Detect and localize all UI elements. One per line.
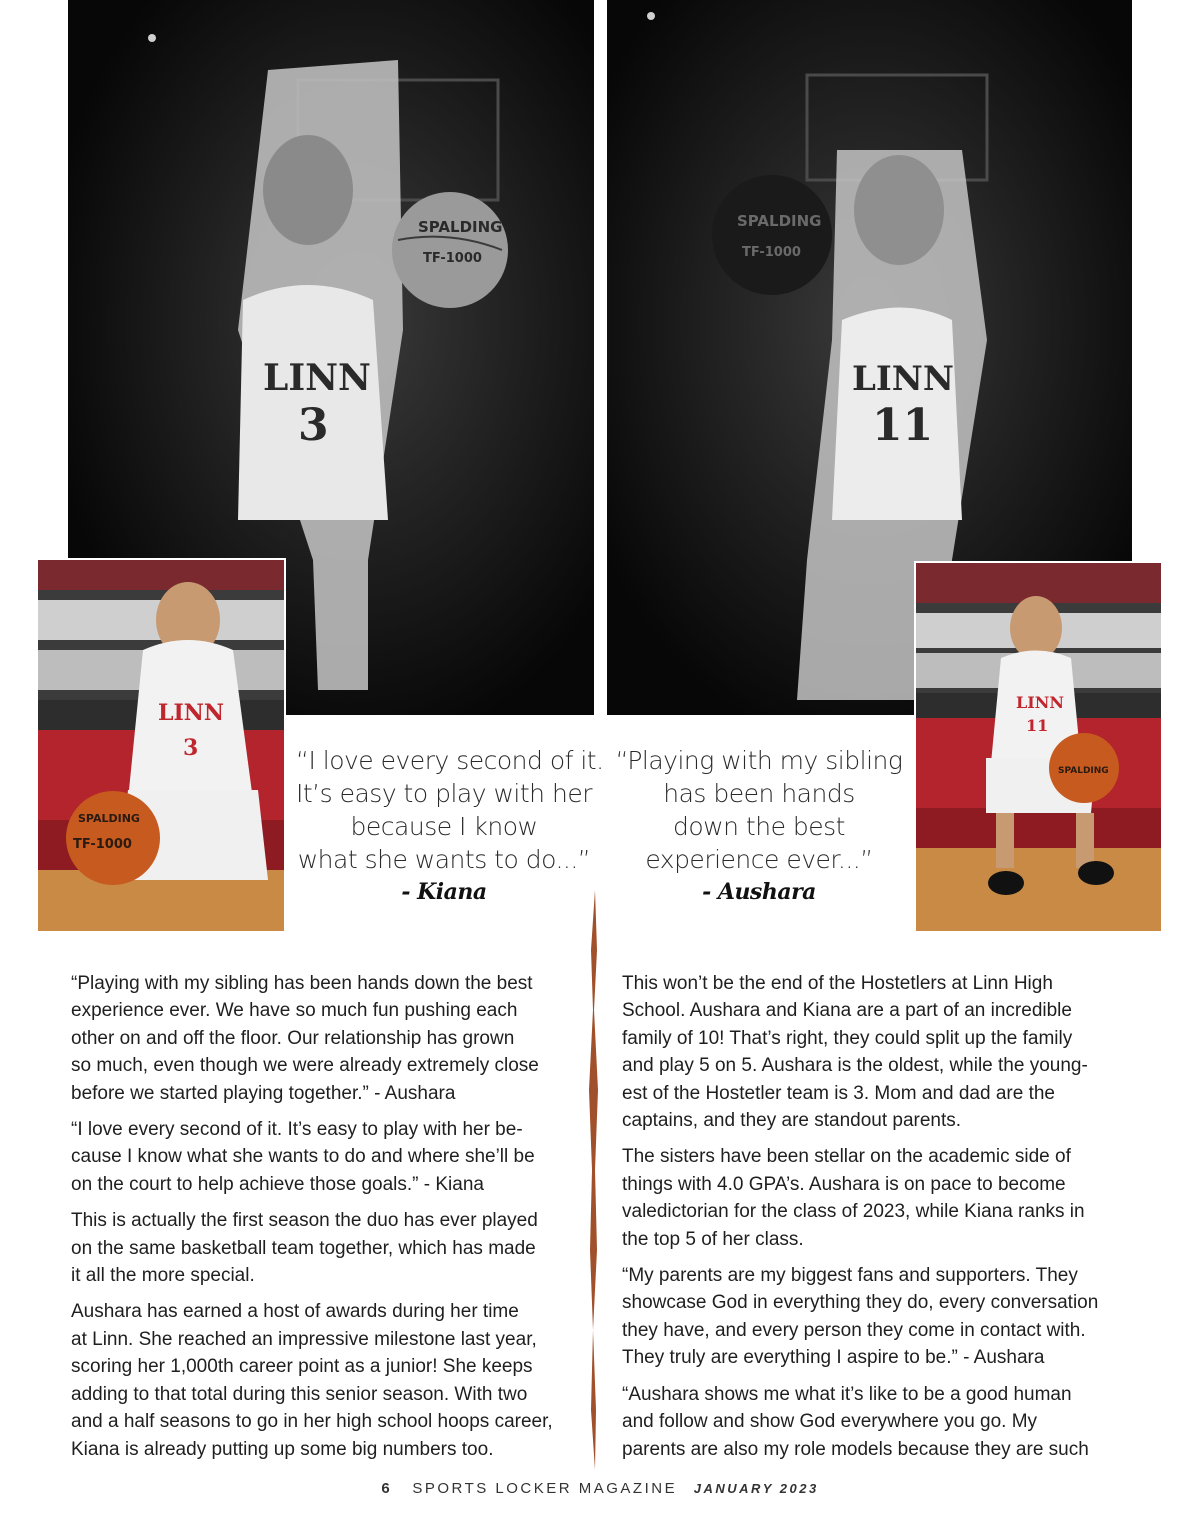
article-paragraph: [622, 1143, 1134, 1253]
article-line: they have, and every person they come in contact with.: [622, 1319, 1086, 1341]
photo-aushara-bleachers: [914, 561, 1163, 933]
article-paragraph: [71, 1116, 576, 1198]
article-line: est of the Hostetler team is 3. Mom and dad are the: [622, 1082, 1056, 1104]
pull-quote-line: because I know: [350, 812, 538, 841]
article-line: This won’t be the end of the Hostetlers at Linn High: [622, 973, 1053, 994]
pull-quote-line: “I love every second of it.: [296, 746, 604, 775]
jersey-number-right: 11: [872, 400, 934, 451]
article-line: it all the more special.: [71, 1265, 255, 1287]
pull-quote-kiana: [296, 744, 604, 906]
ball-brand-small-left: SPALDING: [78, 812, 140, 825]
article-line: experience ever. We have so much fun pushing each: [71, 1000, 518, 1022]
pull-quote-line: what she wants to do...”: [297, 845, 591, 874]
ball-model-left: TF-1000: [423, 251, 482, 266]
article-line: other on and off the floor. Our relationship has grown: [71, 1027, 515, 1049]
article-line: “Playing with my sibling has been hands down the best: [71, 973, 533, 994]
article-line: Kiana is already putting up some big numbers too.: [71, 1438, 494, 1460]
ball-model-small-left: TF-1000: [73, 837, 132, 852]
article-line: valedictorian for the class of 2023, while Kiana ranks in: [622, 1201, 1085, 1223]
pull-quote-line: It’s easy to play with her: [296, 779, 592, 808]
pull-quote-attribution: - Aushara: [702, 879, 816, 905]
article-line: showcase God in everything they do, every conversation: [622, 1292, 1099, 1314]
jersey-text-left: LINN: [263, 357, 371, 399]
article-line: scoring her 1,000th career point as a junior! She keeps: [71, 1356, 533, 1378]
article-line: School. Aushara and Kiana are a part of an incredible: [622, 1000, 1072, 1022]
ball-model-right: TF-1000: [742, 245, 801, 260]
page-number: 6: [381, 1480, 390, 1497]
article-line: the top 5 of her class.: [622, 1228, 804, 1250]
article-line: family of 10! That’s right, they could split up the family: [622, 1027, 1073, 1049]
jersey-number-small-right: 11: [1026, 716, 1049, 735]
article-line: so much, even though we were already extremely close: [71, 1055, 539, 1077]
pull-quote-line: has been hands: [663, 779, 855, 808]
article-column-left: [71, 970, 576, 1472]
pull-quote-attribution: - Kiana: [401, 879, 487, 905]
article-line: “Aushara shows me what it’s like to be a good human: [622, 1383, 1072, 1405]
article-line: things with 4.0 GPA’s. Aushara is on pace to become: [622, 1173, 1066, 1195]
article-line: The sisters have been stellar on the academic side of: [622, 1146, 1071, 1168]
column-divider: [585, 890, 605, 1470]
ball-brand-small-right: SPALDING: [1058, 766, 1109, 776]
jersey-text-small-left: LINN: [158, 700, 224, 726]
pull-quote-aushara: [612, 744, 906, 906]
article-line: parents are also my role models because they are such: [622, 1438, 1089, 1460]
pull-quote-line: down the best: [673, 812, 845, 841]
article-paragraph: [71, 1298, 576, 1462]
article-paragraph: [71, 970, 576, 1107]
page-footer: [0, 1480, 1200, 1497]
ball-brand-right: SPALDING: [737, 212, 822, 230]
article-paragraph: [622, 1262, 1134, 1372]
ball-brand-left: SPALDING: [418, 218, 503, 236]
article-line: and a half seasons to go in her high school hoops career,: [71, 1411, 553, 1433]
magazine-name: SPORTS LOCKER MAGAZINE: [412, 1480, 678, 1497]
pull-quote-line: “Playing with my sibling: [615, 746, 903, 775]
issue-date: JANUARY 2023: [693, 1481, 819, 1496]
article-line: “My parents are my biggest fans and supporters. They: [622, 1265, 1078, 1287]
article-line: adding to that total during this senior season. With two: [71, 1383, 528, 1405]
jersey-number-left: 3: [298, 400, 329, 451]
article-line: and follow and show God everywhere you go. My: [622, 1411, 1038, 1433]
article-line: Aushara has earned a host of awards during her time: [71, 1301, 519, 1323]
article-paragraph: [71, 1207, 576, 1289]
article-line: cause I know what she wants to do and where she’ll be: [71, 1146, 535, 1168]
article-paragraph: [622, 1381, 1134, 1463]
jersey-number-small-left: 3: [183, 735, 199, 761]
article-column-right: [622, 970, 1134, 1472]
article-line: They truly are everything I aspire to be.” - Aushara: [622, 1347, 1045, 1369]
pull-quote-line: experience ever...”: [645, 845, 873, 874]
article-line: at Linn. She reached an impressive milestone last year,: [71, 1328, 537, 1350]
article-line: before we started playing together.” - Aushara: [71, 1082, 456, 1104]
photo-kiana-bleachers: [36, 558, 286, 933]
article-line: This is actually the first season the duo has ever played: [71, 1210, 538, 1232]
article-line: captains, and they are standout parents.: [622, 1110, 962, 1132]
article-line: on the court to help achieve those goals.” - Kiana: [71, 1173, 484, 1195]
article-paragraph: [622, 970, 1134, 1134]
article-line: “I love every second of it. It’s easy to play with her be-: [71, 1119, 523, 1141]
article-line: on the same basketball team together, which has made: [71, 1237, 536, 1259]
jersey-text-right: LINN: [852, 359, 954, 399]
jersey-text-small-right: LINN: [1016, 693, 1064, 712]
article-line: and play 5 on 5. Aushara is the oldest, while the young-: [622, 1055, 1088, 1077]
